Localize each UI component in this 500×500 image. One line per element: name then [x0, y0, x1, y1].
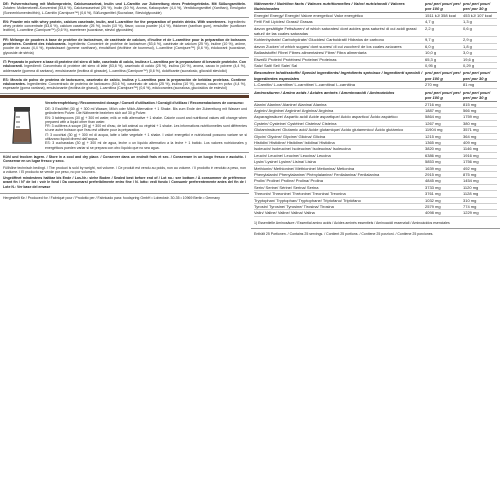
special-header-name: Besondere Inhaltsstoffe/ Special ingredients/ Ingrédients spéciaux / Ingredienti speciali / Ingredientes especiales — [254, 70, 423, 81]
row-value-30g: 380 mg — [463, 120, 477, 126]
language-lead: ES: Mezcla de polvo de proteína de lactosuero, caseinato de calcio, inulina y L-carnitina para la preparación de bebidas proteicas. Contiene edulcorantes. — [3, 77, 246, 87]
row-value-100g: 10,0 g — [425, 50, 437, 56]
dosage-item: DE: 3 Esslöffel (30 g) + 300 ml Wasser, Milch oder Milch-Alternative + 1 Shake. Bis zum Ende der Zubereitung mit Wasser und geändertem Pulver. Die Nährwerte beziehen sich auf 30 g Pulver. — [45, 106, 247, 116]
left-column — [0, 0, 249, 500]
amino-header-30g: pro/ per/ pour/ per/ por 30 g — [463, 89, 491, 101]
language-lead: EN: Powder mix with whey protein, calcium caseinate, inulin, and L-carnitine for the preparation of protein drinks. With sweeteners. — [3, 19, 227, 24]
row-value-100g: 6386 mg — [425, 152, 441, 158]
row-value-30g: 1,8 g — [463, 43, 472, 49]
row-value-30g: 1229 mg — [463, 210, 479, 216]
nutrition-rows — [254, 13, 497, 70]
storage-section — [0, 153, 249, 194]
row-value-100g: 1365 mg — [425, 139, 441, 145]
row-value-100g: 5864 mg — [425, 114, 441, 120]
separator-bar — [0, 95, 249, 98]
row-value-30g: 1759 mg — [463, 114, 479, 120]
language-lead: DE: Pulvermischung mit Molkenprotein, Calciumcaseinat, Inulin und L-Carnitin zur Zubereitung eines Proteingetränks. Mit Süßungsmitteln. — [3, 2, 246, 6]
row-value-100g: 2,2 g — [425, 25, 434, 31]
row-value-100g: 2915 mg — [425, 171, 441, 177]
row-name: Lysin/ Lysine/ Lysine/ Lisina/ Lisina — [254, 159, 316, 165]
row-name: Prolin/ Proline/ Proline/ Prolina/ Prolina — [254, 178, 323, 184]
row-name: Valin/ Valine/ Valine/ Valina/ Valina — [254, 210, 315, 216]
language-blocks — [0, 0, 249, 98]
row-name: davon gesättigte Fettsäuren/ of which saturates/ dont acides gras saturés/ di cui acidi grassi saturi/ de las cuales saturadas — [254, 25, 417, 37]
row-value-100g: 3761 mg — [425, 191, 441, 197]
row-value-30g: 1916 mg — [463, 152, 479, 158]
row-name: Tyrosin/ Tyrosine/ Tyrosine/ Tirosina/ Tirosina — [254, 204, 334, 209]
row-value-30g: 492 mg — [463, 165, 477, 171]
row-value-30g: 1,3 g — [463, 19, 472, 25]
amino-rows — [254, 102, 497, 217]
row-name: Asparaginsäure/ Aspartic acid/ Acide aspartique/ Acido aspartico/ Ácido aspártico — [254, 114, 398, 120]
row-value-100g: 0,95 g — [425, 63, 437, 69]
row-value-30g: 566 mg — [463, 107, 477, 113]
row-value-30g: 310 mg — [463, 197, 477, 203]
row-name: Cystein/ Cysteine/ Cystéine/ Cisteina/ Cisteína — [254, 120, 337, 126]
row-value-30g: 81 mg — [463, 82, 475, 88]
row-value-30g: 19,6 g — [463, 56, 475, 62]
row-name: Glycin/ Glycine/ Glycine/ Glicina/ Glicina — [254, 133, 326, 139]
nutrition-header-name: Nährwerte / Nutrition facts / Valeurs nutritionnelles / Valori nutrizionali / Valores Nutricionales — [254, 1, 405, 12]
row-value-30g: 3,0 g — [463, 50, 472, 56]
row-name: L-Carnitin/ L-carnitine/ L-carnitine/ L-carnitina/ L-carnitina — [254, 82, 355, 88]
language-block — [0, 76, 249, 94]
language-ingredients: Ingrédients: Concentré de protéine de lactosérum (53,6 %), caséinate de calcium (25 %), inuline (10 %), arôme, poudre de cacao (4,4 %), épaississant (gomme xanthane), émulsifiant (lécithine de tournesol), L-carnitine (Carnipure™) (0,6 %), édulcorant (sucralose, glycoside de stévia) — [3, 42, 246, 55]
language-block — [0, 0, 249, 18]
row-name: Energie/ Energy/ Energie/ Valore energetico/ Valor energético — [254, 12, 364, 18]
row-name: Arginin/ Arginine/ Arginine/ Arginina/ Arginina — [254, 107, 334, 113]
special-header-row — [254, 70, 497, 82]
language-lead: IT: Preparato in polvere a base di proteine del siero di latte, caseinato di calcio, inulina e L-carnitina per la preparazione di bevande proteiche. Con edulcoranti. — [3, 59, 246, 69]
row-name: Leucin/ Leucine/ Leucine/ Leucina/ Leucina — [254, 152, 331, 158]
nutrition-table — [251, 0, 500, 218]
row-value-100g: 1215 mg — [425, 133, 441, 139]
dosage-items — [45, 107, 247, 150]
row-value-30g: 1120 mg — [463, 184, 479, 190]
special-header-100g: pro/ per/ pour/ per/ por 100 g — [425, 70, 461, 81]
producer-info: Hergestellt für / Produced for / Fabriqué pour / Prodotto per / Fabricado para: foodspring GmbH • Lobeckstr. 30-35 • 10969 Berlin • Germany — [3, 196, 220, 200]
table-row — [254, 210, 497, 216]
row-value-100g: 5853 mg — [425, 159, 441, 165]
row-value-30g: 875 mg — [463, 171, 477, 177]
row-name: Glutaminsäure/ Glutamic acid/ Acide glutamique/ Acido glutammico/ Ácido glutámico — [254, 127, 404, 133]
row-value-100g: 270 mg — [425, 82, 439, 88]
nutrition-header-100g: pro/ per/ pour/ per/ por 100 g — [425, 1, 461, 12]
language-lead: FR: Mélange de poudres à base de protéine de lactosérum, de caséinate de calcium, d'inuline et de L-carnitine pour la préparation de boissons protéinées. Contient des édulcorants. — [3, 37, 246, 47]
row-value-100g: 1267 mg — [425, 120, 441, 126]
row-value-100g: 4845 mg — [425, 178, 441, 184]
row-name: Methionin/ Methionine/ Méthionine/ Metionina/ Metionina — [254, 165, 355, 171]
row-name: Eiweiß/ Protein/ Protéines/ Proteine/ Proteínas — [254, 56, 337, 62]
row-value-100g: 3820 mg — [425, 146, 441, 152]
row-name: Serin/ Serine/ Sérine/ Serina/ Serina — [254, 184, 319, 190]
language-block — [0, 36, 249, 58]
row-name: Isoleucin/ Isoleucine/ Isoleucine/ Isoleucina/ Isoleucina — [254, 146, 351, 152]
row-name: Histidin/ Histidine/ Histidine/ Istidina/ Histidina — [254, 139, 335, 145]
nutrition-header-30g: pro/ per/ pour/ per/ por 30 g — [463, 1, 491, 12]
row-value-30g: 364 mg — [463, 133, 477, 139]
row-name: Threonin/ Threonine/ Thréonine/ Treonina/ Treonina — [254, 191, 346, 197]
table-row — [254, 82, 497, 88]
row-name: Ballaststoffe/ Fibre/ Fibres alimentaires/ Fibre/ Fibra alimentaria — [254, 50, 367, 56]
row-value-30g: 0,29 g — [463, 63, 475, 69]
row-value-100g: 4098 mg — [425, 210, 441, 216]
table-row — [254, 26, 497, 38]
row-value-30g: 3571 mg — [463, 127, 479, 133]
row-value-100g: 4,7 g — [425, 19, 434, 25]
amino-header-row — [254, 90, 497, 102]
nutrition-header-row — [254, 1, 497, 13]
dosage-item: IT: 3 cucchiai (30 g) + 300 ml di acqua, latte o latte vegetale + 1 shake. I valori energetici e nutrizionali possono variare se si utilizzano liquidi diversi dall'acqua. — [45, 132, 247, 142]
row-name: Kohlenhydrate/ Carbohydrate/ Glucides/ Carboidrati/ Hidratos de carbono — [254, 37, 385, 43]
storage-line: Kühl und trocken lagern. / Store in a cool and dry place. / Conserver dans un endroit frais et sec. / Conservare in un luogo fresco e asciutto. / Conservar en un lugar fresco y seco. — [3, 154, 246, 164]
row-value-100g: 11904 mg — [425, 127, 443, 133]
row-name: davon Zucker/ of which sugars/ dont sucres/ di cui zuccheri/ de los cuales azúcares — [254, 43, 402, 49]
row-value-30g: 1146 mg — [463, 146, 479, 152]
right-column — [251, 0, 500, 500]
row-value-100g: 1887 mg — [425, 107, 441, 113]
row-value-30g: 453 kJ/ 107 kcal — [463, 12, 492, 18]
storage-line: Füllhöhe technisch bedingt. / The product is sold by weight, not volume. / Ce produit est vendu au poids, non au volume. / Il prodotto è venduto a peso, non a volume. / El producto se vende por peso, no por volumen. — [3, 165, 246, 174]
row-value-30g: 815 mg — [463, 101, 477, 107]
row-value-100g: 2716 mg — [425, 101, 441, 107]
special-rows — [254, 82, 497, 88]
language-ingredients: Ingredientes: Concentrado de proteína de lactosuero (53,6 %), caseinato de calcio (25 %), inulina (10 %), aroma, cacao en polvo (4,4 %), espesante (goma xantana), emulsionante (lecitina de girasol), L-carnitina (Carnipure™) (0,6 %), edulcorantes (sucralosa, glucósidos de esteviol) — [3, 82, 246, 91]
row-value-30g: 2,9 g — [463, 37, 472, 43]
storage-line: Ungeöffnet mindestens haltbar bis Ende / Los-Nr.: siehe Boden / Sealed best before end of / Lot no.: see bottom / À consommer de préférence avant fin / N° de lot : voir le fond / Da consumarsi preferibilmente entro fine / N. lotto: vedi fondo / Consumir preferentemente antes del fin de / Lote N.: Ver base del envase — [3, 176, 246, 189]
row-value-100g: 6,0 g — [425, 43, 434, 49]
row-value-100g: 65,3 g — [425, 56, 437, 62]
row-value-30g: 409 mg — [463, 139, 477, 145]
dosage-item: EN: 3 tablespoons (30 g) + 300 ml water, milk or milk alternative + 1 shake. Calorie count and nutritional values will change when prepared with a liquid other than water. — [45, 115, 247, 124]
language-block — [0, 58, 249, 76]
dosage-section — [0, 99, 249, 153]
row-value-100g: 3733 mg — [425, 184, 441, 190]
language-block — [0, 18, 249, 36]
servings-note: Enthält 25 Portionen. / Contains 25 servings. / Contient 25 portions. / Contiene 25 porzioni. / Contiene 25 porciones. — [254, 232, 434, 237]
row-name: Phenylalanin/ Phenylalanine/ Phénylalanine/ Fenilalanina/ Fenilalanina — [254, 171, 380, 177]
row-name: Fett/ Fat/ Lipides/ Grassi/ Grasas — [254, 19, 313, 25]
row-value-30g: 774 mg — [463, 204, 477, 209]
language-ingredients: Ingredients: whey protein concentrate (53,6 %), calcium caseinate (25 %), inulin (10 %), flavor, cocoa powder (4,4 %), thickener (xanthan gum), emulsifier (sunflower lecithin), L-carnitine (Carnipure™) (0,6 %), sweetener (sucralose, steviol glycosides) — [3, 19, 246, 33]
row-name: Tryptophan/ Tryptophan/ Tryptophane/ Triptofano/ Triptófano — [254, 197, 361, 203]
table-row — [254, 63, 497, 69]
language-ingredients: Zutaten: Molkeneiweiß-Konzentrat (53,6 %), Calciumcaseinat (25 %), Inulin (10 %), Aroma, Kakaopulver (4,4 %), Verdickungsmittel (Xanthan), Emulgator (Sonnenblumenlecithin), L-Carnitin (Carnipure™) (0,6 %), Süßungsmittel (Sucralose, Steviolglycoside) — [3, 6, 246, 15]
row-value-30g: 1128 mg — [463, 191, 479, 197]
language-ingredients: Ingredienti: Concentrato di proteine del siero di latte (53,6 %), caseinato di calcio (25 %), inulina (10 %), aroma, cacao in polvere (4,4 %), addensante (gomma di xantano), emulsionante (lecitina di girasole), L-carnitina (Carnipure™) (0,6 %), dolcificante (sucralosio, glicosidi steviolici) — [3, 64, 246, 73]
row-value-100g: 1639 mg — [425, 165, 441, 171]
row-value-100g: 9,7 g — [425, 37, 434, 43]
dosage-item: FR: 3 cuillères à soupe (30 g) + 300 ml d'eau, de lait animal ou végétal + 1 shake. Les informations nutritionnelles sont différentes si une autre boisson que l'eau est utilisée pour la préparation. — [45, 124, 247, 133]
row-value-100g: 1032 mg — [425, 197, 441, 203]
footnote: 1) Essentielle Aminosäure / Essential amino acids / Acides aminés essentiels / Aminoacidi essenziali / Aminoácidos esenciales — [251, 218, 500, 229]
row-value-30g: 1454 mg — [463, 178, 479, 184]
dosage-heading: Verzehrempfehlung / Recommended dosage / Conseil d'utilisation / Consigli d'utilizzo / Recomendaciones de consumo: — [45, 100, 244, 105]
row-value-30g: 0,6 g — [463, 25, 472, 31]
amino-header-name: Aminosäuren / Amino acids / Acides aminés / Amminoacidi / Aminoácidos — [254, 89, 395, 95]
row-name: Salz/ Salt/ Sel/ Sale/ Sal — [254, 63, 298, 69]
row-value-100g: 2579 mg — [425, 204, 441, 209]
amino-header-100g: pro/ per/ pour/ per/ por 100 g — [425, 89, 461, 101]
row-value-30g: 1756 mg — [463, 159, 479, 165]
shaker-dosage-icon — [2, 101, 42, 147]
row-value-100g: 1511 kJ/ 358 kcal — [425, 12, 456, 18]
row-name: Alanin/ Alanine/ Alanine/ Alanina/ Alanina — [254, 101, 327, 107]
special-header-30g: pro/ per/ pour/ per/ por 30 g — [463, 70, 491, 81]
dosage-item: ES: 3 cucharadas (30 g) + 300 ml de agua, leche o un líquido alternativo a la leche + 1 batido. Los valores nutricionales y energéticos pueden variar si se prepara con otro líquido que no sea agua. — [45, 141, 247, 150]
